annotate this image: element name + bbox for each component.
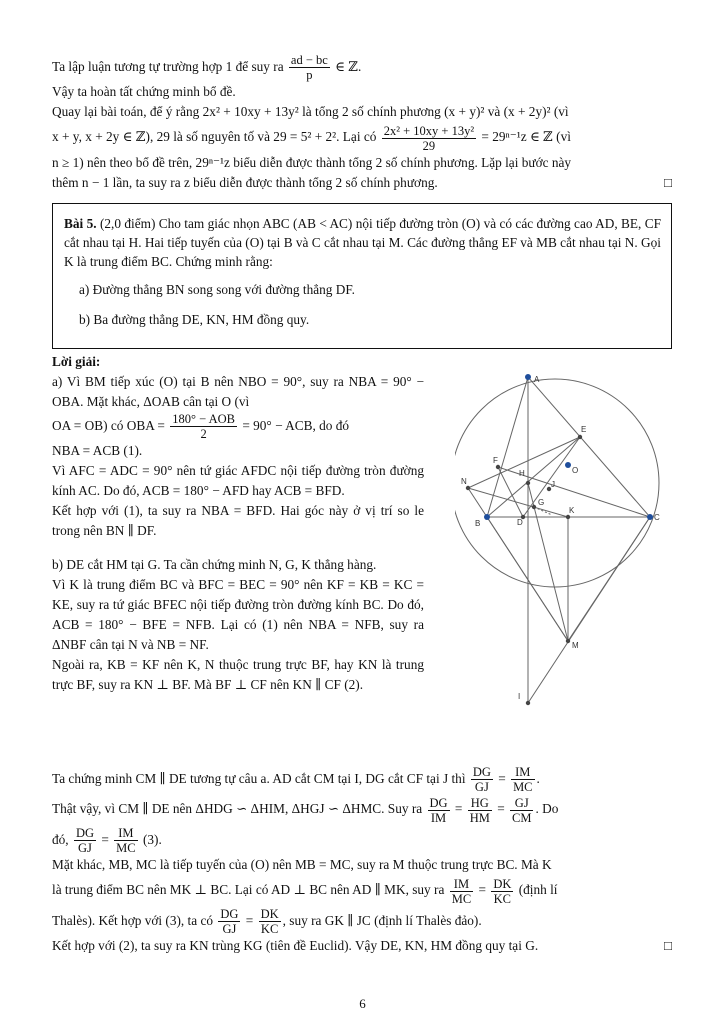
label-J: J <box>551 480 555 489</box>
problem-box <box>52 203 672 349</box>
page-number: 6 <box>359 996 366 1011</box>
geometry-figure <box>455 365 675 710</box>
label-I: I <box>518 692 521 701</box>
label-C: C <box>654 513 660 522</box>
label-O: O <box>572 466 579 475</box>
label-G: G <box>538 498 545 507</box>
solution-column: Lời giải: a) Vì BM tiếp xúc (O) tại B nên NBO = 90°, suy ra NBA = 90° − OBA. Mặt khác, ΔOAB cân tại O (vì OA = OB) có OBA = $\frac{\text{180° − AOB}}{2}$ = 90° − ACB, do đó NBA = ACB (1). Vì AFC = ADC = 90° nên tứ giác AFDC nội tiếp đường tròn đường kính AC. Do đó, ACB = 180° − AFD hay ACB = BFD. Kết hợp với (1), ta suy ra NBA = BFD. Hai góc này ở vị trí so le trong nên BN ∥ DF. b) DE cắt HM tại G. Ta cần chứng minh N, G, K thẳng hàng. Vì K là trung điểm BC và BFC = BEC = 90° nên KF = KB = KC = KE, suy ra tứ giác BFEC nội tiếp đường tròn đường kính BC. Do đó, ACB = 180° − BFE = NFB. Lại có (1) nên NBA = NFB, suy ra ΔNBF cân tại N và NB = NF. Ngoài ra, KB = KF nên K, N thuộc trung trực BF, hay KN là trung trực BF, suy ra KN ⊥ BF. Mà BF ⊥ CF nên KN ∥ CF (2). <box>52 354 424 693</box>
label-B: B <box>475 519 481 528</box>
label-F: F <box>493 456 498 465</box>
label-N: N <box>461 477 467 486</box>
fraction: $\frac{ad - bc}{p}$ <box>290 53 328 83</box>
label-K: K <box>569 506 575 515</box>
label-M: M <box>572 641 579 650</box>
qed-symbol-final: □ <box>663 938 672 954</box>
fraction: $\frac{\text{2x² + 10xy + 13y²}}{29}$ <box>383 123 475 153</box>
qed-symbol: □ <box>663 174 672 190</box>
label-D: D <box>517 518 523 527</box>
label-E: E <box>581 425 587 434</box>
intro-block: Ta lập luận tương tự trường hợp 1 để suy ra $\frac{ad - bc}{p}$ ∈ ℤ. Vậy ta hoàn tất chứng minh bổ đề. Quay lại bài toán, để ý rằng 2x² + 10xy + 13y² là tổng 2 số chính phương (x + y)² và (x + 2y)² (vì x + y, x + 2y ∈ ℤ), 29 là số nguyên tố và 29 = 5² + 2². Lại có $\frac{\text{2x² + 10xy + 13y²}}{29}$ = 29ⁿ⁻¹z ∈ ℤ (vì n ≥ 1) nên theo bổ đề trên, 29ⁿ⁻¹z biểu diễn được thành tổng 2 số chính phương. Lặp lại bước này thêm n − 1 lần, ta suy ra z biểu diễn được thành tổng 2 số chính phương. □ <box>52 52 672 193</box>
solution-heading: Lời giải: <box>52 354 101 369</box>
problem-text: (2,0 điểm) Cho tam giác nhọn ABC (AB < AC) nội tiếp đường tròn (O) và có các đường cao AD, BE, CF cắt nhau tại H. Hai tiếp tuyến của (O) tại B và C cắt nhau tại M. Các đường thẳng EF và MB cắt nhau tại N. Gọi K là trung điểm BC. Chứng minh rằng: <box>64 216 661 269</box>
problem-part-a: a) Đường thẳng BN song song với đường thẳng DF. <box>79 282 355 297</box>
label-A: A <box>534 375 540 384</box>
problem-part-b: b) Ba đường thẳng DE, KN, HM đồng quy. <box>79 312 310 327</box>
problem-title: Bài 5. <box>64 216 97 231</box>
solution-continuation: Ta chứng minh CM ∥ DE tương tự câu a. AD cắt CM tại I, DG cắt CF tại J thì $\frac{DG}{GJ}$ = $\frac{IM}{MC}$ . Thật vậy, vì CM ∥ DE nên ΔHDG ∽ ΔHIM, ΔHGJ ∽ ΔHMC. Suy ra $\frac{DG}{IM}$ = $\frac{HG}{HM}$ = $\frac{GJ}{CM}$ . Do đó, $\frac{DG}{GJ}$ = $\frac{IM}{MC}$ (3). Mặt khác, MB, MC là tiếp tuyến của (O) nên MB = MC, suy ra M thuộc trung trực BC. Mà K là trung điểm BC nên MK ⊥ BC. Lại có AD ⊥ BC nên AD ∥ MK, suy ra $\frac{IM}{MC}$ = $\frac{DK}{KC}$ (định lí Thalès). Kết hợp với (3), ta có $\frac{DG}{GJ}$ = $\frac{DK}{KC}$ , suy ra GK ∥ JC (định lí Thalès đảo). Kết hợp với (2), ta suy ra KN trùng KG (tiên đề Euclid). Vậy DE, KN, HM đồng quy tại G. □ <box>52 764 672 956</box>
label-H: H <box>519 469 525 478</box>
